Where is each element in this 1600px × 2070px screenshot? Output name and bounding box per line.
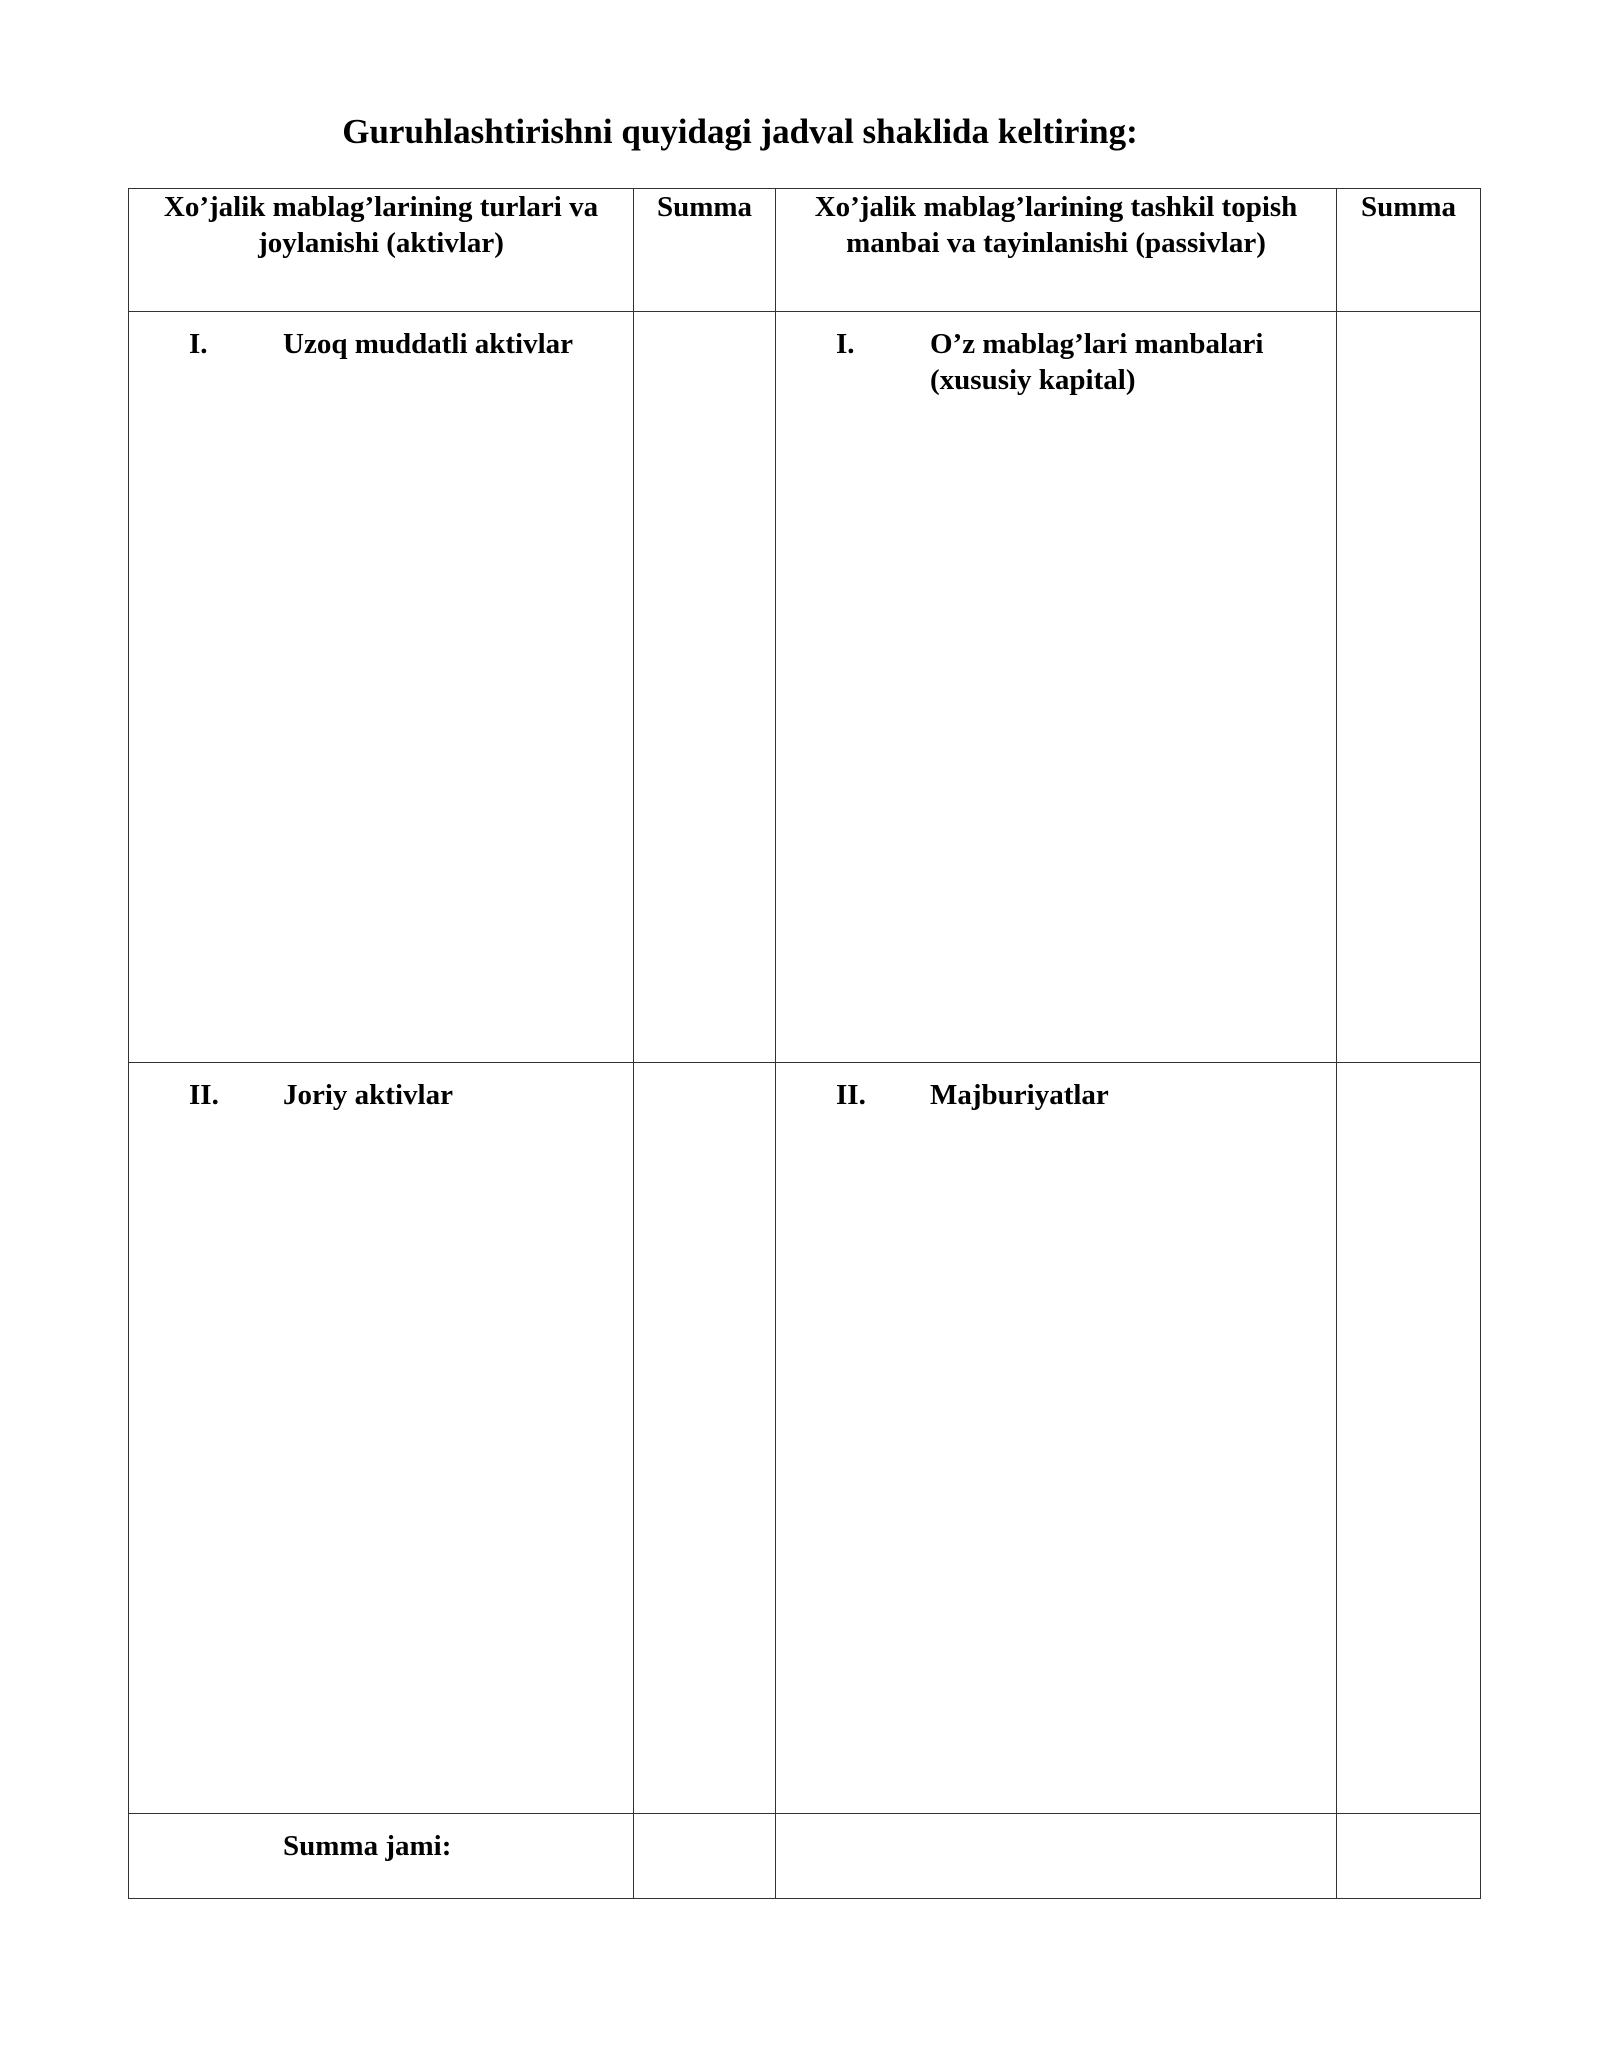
liabilities-section-1-label: O’z mablag’lari manbalari (xususiy kapital) <box>930 328 1264 396</box>
liabilities-section-1-sum-cell[interactable] <box>1337 312 1481 1063</box>
assets-section-2-sum-cell[interactable] <box>634 1063 776 1814</box>
header-assets-sum: Summa <box>634 189 776 312</box>
balance-table <box>128 188 1481 1899</box>
assets-section-2-cell <box>129 1063 634 1814</box>
liabilities-section-2-label: Majburiyatlar <box>930 1079 1109 1111</box>
assets-section-2-label: Joriy aktivlar <box>283 1079 453 1111</box>
section-row-2 <box>129 1063 1481 1814</box>
header-row <box>129 189 1481 312</box>
header-assets: Xo’jalik mablag’larining turlari va joylanishi (aktivlar) <box>129 189 634 312</box>
assets-section-1-number: I. <box>189 328 208 360</box>
assets-total-sum-cell[interactable] <box>634 1814 776 1899</box>
page-title: Guruhlashtirishni quyidagi jadval shaklida keltiring: <box>342 112 1138 151</box>
liabilities-total-sum-cell[interactable] <box>1337 1814 1481 1899</box>
total-label-cell <box>129 1814 634 1899</box>
liabilities-section-1-cell <box>776 312 1337 1063</box>
liabilities-section-2-sum-cell[interactable] <box>1337 1063 1481 1814</box>
header-liabilities: Xo’jalik mablag’larining tashkil topish manbai va tayinlanishi (passivlar) <box>776 189 1337 312</box>
assets-section-1-label: Uzoq muddatli aktivlar <box>283 328 574 360</box>
assets-section-1-sum-cell[interactable] <box>634 312 776 1063</box>
liabilities-section-2-cell <box>776 1063 1337 1814</box>
total-label: Summa jami: <box>283 1830 452 1862</box>
header-liabilities-sum: Summa <box>1337 189 1481 312</box>
section-row-1 <box>129 312 1481 1063</box>
assets-section-1-cell <box>129 312 634 1063</box>
assets-section-2-number: II. <box>189 1079 219 1111</box>
liabilities-section-1-number: I. <box>836 328 855 360</box>
liabilities-section-2-number: II. <box>836 1079 866 1111</box>
liabilities-total-cell <box>776 1814 1337 1899</box>
total-row <box>129 1814 1481 1899</box>
